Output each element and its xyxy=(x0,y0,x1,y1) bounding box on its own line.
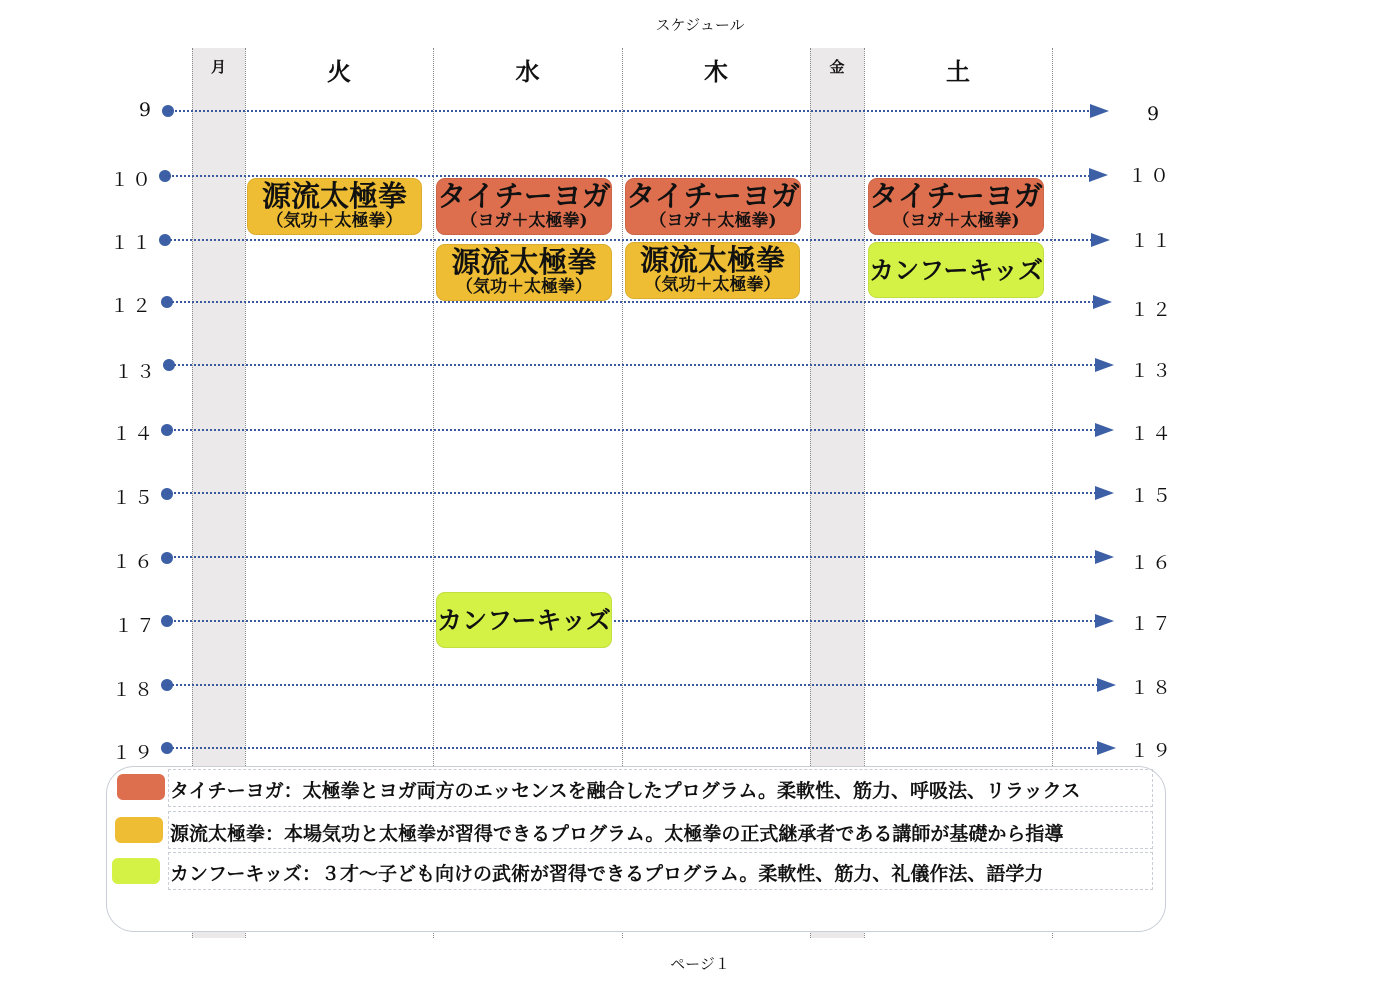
hour-label-right: １７ xyxy=(1130,613,1175,635)
hour-label-right: １５ xyxy=(1130,485,1175,507)
day-header-thursday: 木 xyxy=(704,57,728,86)
arrow-icon xyxy=(1093,295,1112,309)
class-title: タイチーヨガ xyxy=(626,179,800,213)
hour-line xyxy=(167,301,1094,303)
class-title: タイチーヨガ xyxy=(437,179,611,213)
class-taichi-yoga[interactable] xyxy=(436,178,612,235)
arrow-icon xyxy=(1090,104,1109,118)
hour-line xyxy=(167,620,1096,622)
hour-label-left: １１ xyxy=(109,232,154,254)
legend-swatch-tai-chi xyxy=(115,817,163,843)
arrow-icon xyxy=(1097,678,1116,692)
arrow-icon xyxy=(1091,233,1110,247)
legend-swatch-taichi-yoga xyxy=(117,774,165,800)
class-tai-chi[interactable] xyxy=(247,178,422,235)
class-subtitle: （ヨガ＋太極拳) xyxy=(649,211,777,231)
hour-label-left: １０ xyxy=(109,169,154,191)
class-kung-fu-kids[interactable] xyxy=(868,242,1044,298)
class-kung-fu-kids[interactable] xyxy=(436,592,612,648)
day-header-wednesday: 水 xyxy=(515,57,540,86)
class-subtitle: （気功＋太極拳） xyxy=(266,211,403,231)
class-subtitle: （気功＋太極拳） xyxy=(456,277,592,297)
hour-label-left: １３ xyxy=(113,361,158,383)
hour-label-left: １５ xyxy=(111,487,156,509)
arrow-icon xyxy=(1095,550,1114,564)
document-title: スケジュール xyxy=(655,16,745,34)
hour-label-right: １４ xyxy=(1130,423,1175,445)
arrow-icon xyxy=(1095,614,1114,628)
arrow-icon xyxy=(1095,358,1114,372)
legend-text: 源流太極拳：本場気功と太極拳が習得できるプログラム。太極拳の正式継承者である講師が基礎から指導 xyxy=(170,823,1064,845)
hour-line xyxy=(167,747,1098,749)
hour-label-right: １１ xyxy=(1130,230,1175,252)
class-title: 源流太極拳 xyxy=(451,245,597,279)
arrow-icon xyxy=(1089,168,1108,182)
class-title: カンフーキッズ xyxy=(437,606,611,635)
legend-text: カンフーキッズ：３才〜子ども向けの武術が習得できるプログラム。柔軟性、筋力、礼儀作法、語学力 xyxy=(170,863,1044,885)
hour-label-left: １２ xyxy=(109,295,154,317)
class-title: タイチーヨガ xyxy=(869,179,1043,213)
hour-line xyxy=(165,239,1092,241)
page-number: ページ１ xyxy=(670,955,730,973)
hour-line xyxy=(169,364,1096,366)
hour-line xyxy=(167,556,1096,558)
class-subtitle: （気功＋太極拳） xyxy=(644,275,781,295)
hour-label-left: １７ xyxy=(113,615,158,637)
hour-label-right: １３ xyxy=(1130,360,1175,382)
hour-label-left: １６ xyxy=(111,551,156,573)
day-header-tuesday: 火 xyxy=(327,57,351,86)
hour-label-left: １８ xyxy=(111,679,156,701)
hour-label-left: １９ xyxy=(111,742,156,764)
hour-label-right: １０ xyxy=(1128,165,1173,187)
arrow-icon xyxy=(1095,486,1114,500)
hour-line xyxy=(167,492,1096,494)
class-title: カンフーキッズ xyxy=(869,256,1043,285)
hour-line xyxy=(167,429,1096,431)
class-tai-chi[interactable] xyxy=(625,242,800,299)
arrow-icon xyxy=(1097,741,1116,755)
hour-label-right: １２ xyxy=(1130,299,1175,321)
hour-label-right: 9 xyxy=(1147,103,1163,125)
class-subtitle: （ヨガ＋太極拳) xyxy=(460,211,588,231)
hour-label-left: 9 xyxy=(138,99,154,121)
hour-line xyxy=(165,175,1090,177)
legend-text: タイチーヨガ：太極拳とヨガ両方のエッセンスを融合したプログラム。柔軟性、筋力、呼吸法、リラックス xyxy=(170,780,1081,802)
class-subtitle: （ヨガ＋太極拳) xyxy=(892,211,1020,231)
timeline-dot xyxy=(161,552,173,564)
day-header-saturday: 土 xyxy=(946,57,970,86)
class-tai-chi[interactable] xyxy=(436,244,612,301)
timeline-dot xyxy=(161,488,173,500)
hour-label-right: １８ xyxy=(1130,677,1175,699)
hour-line xyxy=(168,110,1093,112)
class-taichi-yoga[interactable] xyxy=(868,178,1044,235)
day-header-friday: 金 xyxy=(829,58,845,76)
arrow-icon xyxy=(1095,423,1114,437)
day-header-monday: 月 xyxy=(210,58,226,76)
hour-line xyxy=(167,684,1098,686)
hour-label-right: １６ xyxy=(1130,552,1175,574)
legend-swatch-kung-fu-kids xyxy=(112,858,160,884)
class-taichi-yoga[interactable] xyxy=(625,178,801,235)
class-title: 源流太極拳 xyxy=(261,179,407,213)
class-title: 源流太極拳 xyxy=(639,243,785,277)
hour-label-left: １４ xyxy=(111,423,156,445)
hour-label-right: １９ xyxy=(1130,740,1175,762)
